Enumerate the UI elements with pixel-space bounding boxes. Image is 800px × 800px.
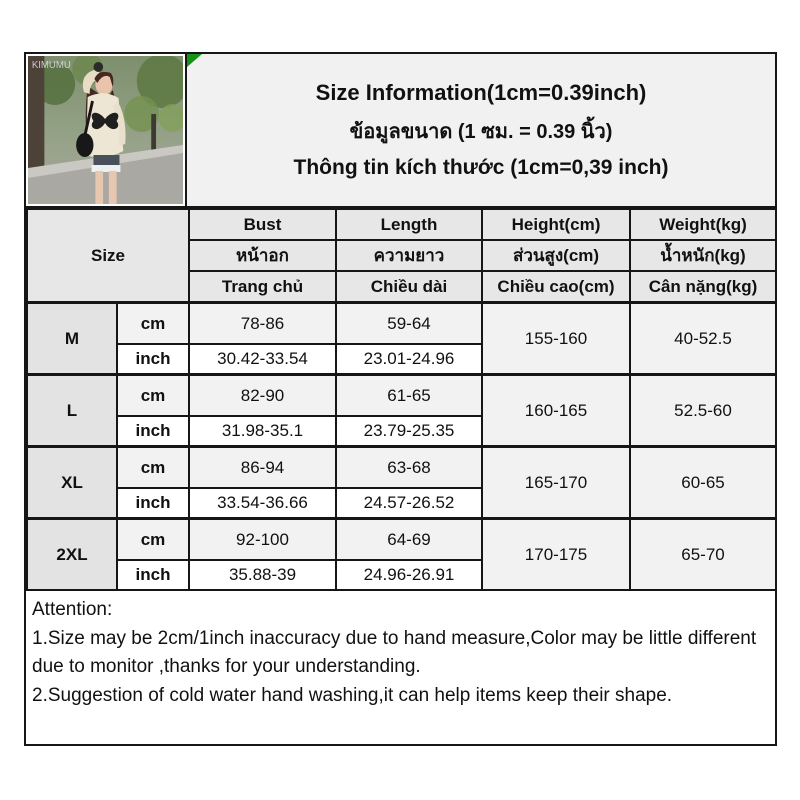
length-value: 23.01-24.96 <box>336 344 482 375</box>
header-weight-vi: Cân nặng(kg) <box>630 271 776 303</box>
bust-value: 82-90 <box>189 375 336 417</box>
length-value: 61-65 <box>336 375 482 417</box>
title-english: Size Information(1cm=0.39inch) <box>315 80 647 105</box>
header-weight-en: Weight(kg) <box>630 209 776 240</box>
header-length-en: Length <box>336 209 482 240</box>
title-vietnamese: Thông tin kích thước (1cm=0,39 inch) <box>293 156 669 179</box>
table-row <box>27 447 776 489</box>
height-value: 155-160 <box>482 303 630 375</box>
unit-cell: inch <box>117 560 189 590</box>
header-bust-vi: Trang chủ <box>189 271 336 303</box>
weight-value: 60-65 <box>630 447 776 519</box>
header-bust-en: Bust <box>189 209 336 240</box>
weight-value: 40-52.5 <box>630 303 776 375</box>
size-table <box>26 208 777 591</box>
title-block <box>187 54 775 206</box>
leg <box>95 171 103 204</box>
bust-value: 78-86 <box>189 303 336 345</box>
header-weight-th: น้ำหนัก(kg) <box>630 240 776 271</box>
title-thai: ข้อมูลขนาด (1 ซม. = 0.39 นิ้ว) <box>349 121 613 143</box>
height-value: 165-170 <box>482 447 630 519</box>
header-bust-th: หน้าอก <box>189 240 336 271</box>
green-corner-flag-icon <box>187 54 202 67</box>
hand <box>93 62 103 72</box>
size-label-cell: 2XL <box>27 519 117 591</box>
shoulder-bag <box>76 133 93 157</box>
length-value: 24.96-26.91 <box>336 560 482 590</box>
tree-trunk <box>28 56 44 168</box>
attention-note-1: 1.Size may be 2cm/1inch inaccuracy due to hand measure,Color may be little different due to monitor ,thanks for your understanding. <box>32 627 757 677</box>
unit-cell: inch <box>117 344 189 375</box>
attention-note-2: 2.Suggestion of cold water hand washing,it can help items keep their shape. <box>32 684 673 706</box>
table-row <box>27 375 776 417</box>
header-height-en: Height(cm) <box>482 209 630 240</box>
unit-cell: inch <box>117 488 189 519</box>
height-value: 170-175 <box>482 519 630 591</box>
size-label-cell: L <box>27 375 117 447</box>
header-length-vi: Chiều dài <box>336 271 482 303</box>
unit-cell: cm <box>117 303 189 345</box>
attention-heading: Attention: <box>32 599 113 620</box>
length-value: 24.57-26.52 <box>336 488 482 519</box>
length-value: 63-68 <box>336 447 482 489</box>
size-column-header: Size <box>27 209 189 303</box>
unit-cell: inch <box>117 416 189 447</box>
bust-value: 30.42-33.54 <box>189 344 336 375</box>
model-photo <box>26 54 187 206</box>
unit-cell: cm <box>117 375 189 417</box>
photo-watermark: KIMUMU <box>31 59 71 72</box>
attention-section <box>26 591 775 744</box>
weight-value: 65-70 <box>630 519 776 591</box>
unit-cell: cm <box>117 519 189 561</box>
header-section <box>26 54 775 208</box>
size-table-header <box>27 209 776 303</box>
length-value: 59-64 <box>336 303 482 345</box>
bust-value: 92-100 <box>189 519 336 561</box>
size-label-cell: M <box>27 303 117 375</box>
table-row <box>27 519 776 561</box>
leg <box>109 171 117 204</box>
size-chart-frame <box>24 52 777 746</box>
unit-cell: cm <box>117 447 189 489</box>
bust-value: 35.88-39 <box>189 560 336 590</box>
header-height-th: ส่วนสูง(cm) <box>482 240 630 271</box>
header-height-vi: Chiều cao(cm) <box>482 271 630 303</box>
length-value: 64-69 <box>336 519 482 561</box>
table-row <box>27 209 776 240</box>
table-row <box>27 303 776 345</box>
shorts-hem <box>92 165 121 172</box>
bust-value: 86-94 <box>189 447 336 489</box>
model-photo-illustration <box>28 56 183 204</box>
weight-value: 52.5-60 <box>630 375 776 447</box>
height-value: 160-165 <box>482 375 630 447</box>
size-label-cell: XL <box>27 447 117 519</box>
header-length-th: ความยาว <box>336 240 482 271</box>
length-value: 23.79-25.35 <box>336 416 482 447</box>
bust-value: 31.98-35.1 <box>189 416 336 447</box>
bust-value: 33.54-36.66 <box>189 488 336 519</box>
